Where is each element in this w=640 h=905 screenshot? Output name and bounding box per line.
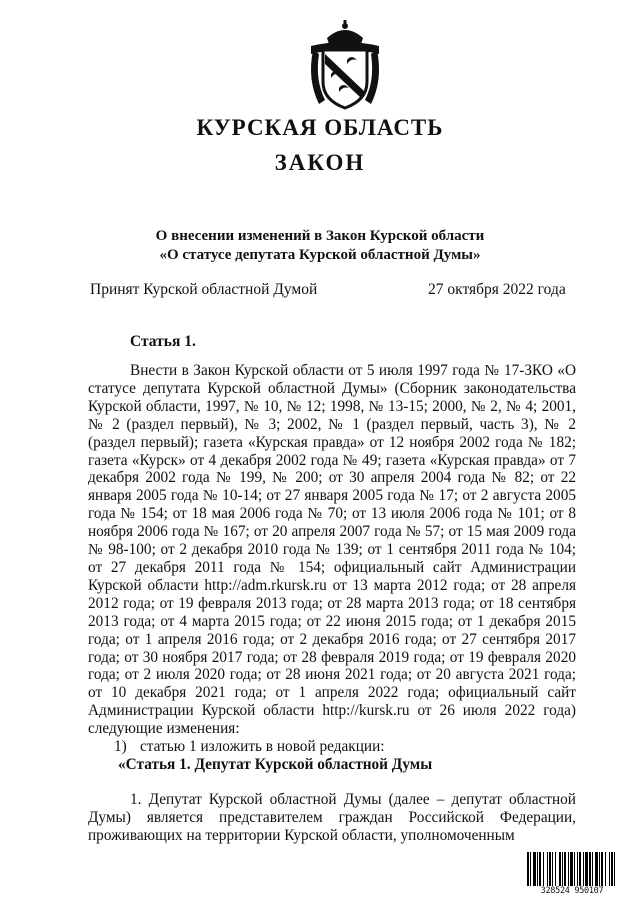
barcode-bar [562,852,563,886]
barcode-bar [568,852,569,886]
barcode-bar [564,852,566,886]
barcode-bar [614,852,615,886]
law-subject-line-2: «О статусе депутата Курской областной Думы» [159,247,481,263]
article-body [88,362,576,845]
barcode-bar [539,852,541,886]
barcode-bar [579,852,581,886]
barcode-bar [552,852,553,886]
barcode-bar [601,852,603,886]
barcode-bar [570,852,573,886]
barcode-bar [527,852,529,886]
region-title: КУРСКАЯ ОБЛАСТЬ [196,115,444,140]
barcode-bar [530,852,531,886]
barcode-bar [543,852,544,886]
barcode-bar [549,852,551,886]
barcode-bar [585,852,588,886]
barcode-bar [595,852,598,886]
barcode-bar [577,852,578,886]
new-article-heading: «Статья 1. Депутат Курской областной Думы [118,755,433,773]
barcode-bar [605,852,606,886]
barcode-bar [583,852,584,886]
barcode-bar [599,852,600,886]
barcode-bar [533,852,536,886]
article-heading: Статья 1. [130,333,196,350]
barcode-bar [559,852,561,886]
law-subject [130,227,510,265]
barcode-bar [609,852,610,886]
barcode-bar [537,852,538,886]
barcode-bar [555,852,556,886]
adoption-date: 27 октября 2022 года [428,281,566,298]
clause-paragraph: 1. Депутат Курской областной Думы (далее – депутат областной Думы) является представителем граждан Российской Федерации, проживающих на территории Курской области, уполномоченным [88,790,576,844]
barcode-bar [611,852,613,886]
barcode-bar [574,852,575,886]
list-item-text: статью 1 изложить в новой редакции: [140,738,385,756]
barcode [526,852,618,897]
document-type-title: ЗАКОН [274,150,366,175]
list-item-number: 1) [114,738,127,756]
barcode-bar [592,852,593,886]
article-paragraph: Внести в Закон Курской области от 5 июля 1997 года № 17-ЗКО «О статусе депутата Курской областной Думы» (Сборник законодательства Курской области, 1997, № 10, № 12; 1998, № 13-15; 2000, № 2, № 4; 2001, № 2 (раздел первый), № 3; 2002, № 1 (раздел первый, часть 3), № 2 (раздел первый); газета «Курская правда» от 12 ноября 2002 года № 182; газета «Курск» от 4 декабря 2002 года № 49; газета «Курская правда» от 7 декабря 2002 года № 199, № 200; от 30 апреля 2004 года № 82; от 22 января 2005 года № 10-14; от 27 января 2005 года № 17; от 2 августа 2005 года № 154; от 18 мая 2006 года № 70; от 13 июля 2006 года № 101; от 8 ноября 2006 года № 167; от 20 апреля 2007 года № 57; от 15 мая 2009 года № 98-100; от 2 декабря 2010 года № 139; от 1 сентября 2011 года № 104; от 27 декабря 2011 года № 154; официальный сайт Администрации Курской области http://adm.rkursk.ru от 13 марта 2012 года; от 28 апреля 2012 года; от 19 февраля 2013 года; от 28 марта 2013 года; от 18 сентября 2013 года; от 4 марта 2015 года; от 22 июня 2015 года; от 1 декабря 2015 года; от 1 апреля 2016 года; от 2 декабря 2016 года; от 27 сентября 2017 года; от 30 ноября 2017 года; от 28 февраля 2019 года; от 19 февраля 2020 года; от 2 июля 2020 года; от 28 июня 2021 года; от 20 августа 2021 года; от 10 декабря 2021 года; от 1 апреля 2022 года; официальный сайт Администрации Курской области http://kursk.ru от 26 июля 2022 года) следующие изменения: [88,362,576,738]
barcode-bar [547,852,548,886]
barcode-number: 328524 950107 [540,886,604,896]
list-item [88,738,576,756]
barcode-bar [589,852,591,886]
kursk-coat-of-arms-icon [305,20,385,110]
barcode-bars-icon [526,852,618,886]
adopted-by: Принят Курской областной Думой [90,281,318,298]
law-subject-line-1: О внесении изменений в Закон Курской области [155,228,485,244]
